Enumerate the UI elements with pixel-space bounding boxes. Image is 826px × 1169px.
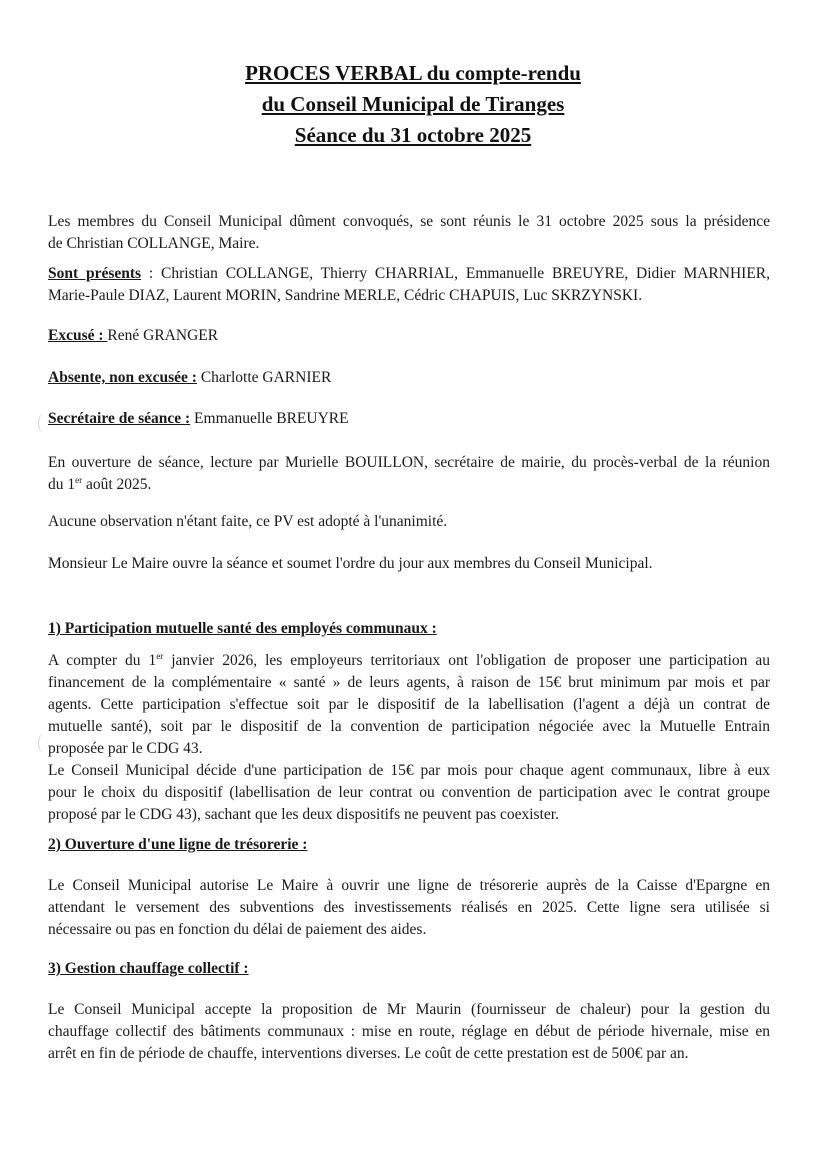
excuse-label: Excusé : xyxy=(48,327,108,344)
text-line: proposée par le CDG 43. xyxy=(48,740,203,757)
text: août 2025. xyxy=(82,476,152,493)
aucune-paragraph xyxy=(48,511,770,533)
superscript: er xyxy=(75,474,83,485)
section-heading: 2) Ouverture d'une ligne de trésorerie : xyxy=(48,836,308,853)
text: du 1 xyxy=(48,476,76,493)
document-title xyxy=(0,58,826,151)
text: A compter du 1 xyxy=(48,652,157,669)
title-line: Séance du 31 octobre 2025 xyxy=(294,123,532,147)
text-line: financement de la complémentaire « santé » de leurs agents, à raison de 15€ brut minimum par mois et par xyxy=(48,674,770,691)
section2-heading xyxy=(48,834,770,856)
presents-text: : Christian COLLANGE, Thierry CHARRIAL, Emmanuelle BREUYRE, Didier MARNHIER, xyxy=(141,265,771,282)
secretaire-value: Emmanuelle BREUYRE xyxy=(190,410,349,427)
text-line: Le Conseil Municipal décide d'une participation de 15€ par mois pour chaque agent communaux, libre à eux xyxy=(48,762,770,779)
section2-body xyxy=(48,875,770,941)
text-line: arrêt en fin de période de chauffe, interventions diverses. Le coût de cette prestation est de 500€ par an. xyxy=(48,1045,689,1062)
text-line: mutuelle santé), soit par le dispositif de la convention de participation négociée avec la Mutuelle Entrain xyxy=(48,718,770,735)
title-line: du Conseil Municipal de Tiranges xyxy=(261,92,565,116)
section3-heading xyxy=(48,958,770,980)
text-line: pour le choix du dispositif (labellisation de leur contrat ou convention de participation avec le contrat groupe xyxy=(48,784,770,801)
ouverture-paragraph xyxy=(48,452,770,496)
text-line: attendant le versement des subventions des investissements réalisés en 2025. Cette ligne sera utilisée si xyxy=(48,899,770,916)
scan-mark xyxy=(38,414,49,432)
text-line xyxy=(48,474,770,496)
text-line xyxy=(48,650,770,672)
section1-body xyxy=(48,650,770,826)
text-line: Les membres du Conseil Municipal dûment convoqués, se sont réunis le 31 octobre 2025 sous la présidence xyxy=(48,213,770,230)
excuse-value: René GRANGER xyxy=(107,327,219,344)
section1-heading xyxy=(48,618,770,640)
intro-paragraph xyxy=(48,211,770,255)
presents-label: Sont présents xyxy=(48,265,142,282)
text-line: Le Conseil Municipal autorise Le Maire à ouvrir une ligne de trésorerie auprès de la Caisse d'Epargne en xyxy=(48,877,770,894)
excuse-line xyxy=(48,325,770,347)
text: janvier 2026, les employeurs territoriaux ont l'obligation de proposer une participation au xyxy=(163,652,770,669)
superscript: er xyxy=(156,650,164,661)
text-line: chauffage collectif des bâtiments communaux : mise en route, réglage en début de période hivernale, mise en xyxy=(48,1023,770,1040)
text-line: de Christian COLLANGE, Maire. xyxy=(48,235,260,252)
text-line: proposé par le CDG 43), sachant que les deux dispositifs ne peuvent pas coexister. xyxy=(48,806,559,823)
text-line: agents. Cette participation s'effectue soit par le dispositif de la labellisation (l'agent a déjà un contrat de xyxy=(48,696,770,713)
text-line: En ouverture de séance, lecture par Murielle BOUILLON, secrétaire de mairie, du procès-verbal de la réunion xyxy=(48,454,770,471)
text-line: Monsieur Le Maire ouvre la séance et soumet l'ordre du jour aux membres du Conseil Municipal. xyxy=(48,555,653,572)
secretaire-line xyxy=(48,408,770,430)
section-heading: 1) Participation mutuelle santé des employés communaux : xyxy=(48,620,437,637)
text-line xyxy=(48,263,770,285)
title-line: PROCES VERBAL du compte-rendu xyxy=(245,61,581,85)
text-line: Le Conseil Municipal accepte la proposition de Mr Maurin (fournisseur de chaleur) pour la gestion du xyxy=(48,1001,770,1018)
text-line: Marie-Paule DIAZ, Laurent MORIN, Sandrine MERLE, Cédric CHAPUIS, Luc SKRZYNSKI. xyxy=(48,287,643,304)
scan-mark xyxy=(38,734,49,752)
absente-line xyxy=(48,367,770,389)
monsieur-paragraph xyxy=(48,553,770,575)
absente-value: Charlotte GARNIER xyxy=(196,369,332,386)
secretaire-label: Secrétaire de séance : xyxy=(48,410,191,427)
section-heading: 3) Gestion chauffage collectif : xyxy=(48,960,249,977)
text-line: Aucune observation n'étant faite, ce PV est adopté à l'unanimité. xyxy=(48,513,448,530)
presents-paragraph xyxy=(48,263,770,307)
section3-body xyxy=(48,999,770,1065)
absente-label: Absente, non excusée : xyxy=(48,369,197,386)
text-line: nécessaire ou pas en fonction du délai de paiement des aides. xyxy=(48,921,427,938)
